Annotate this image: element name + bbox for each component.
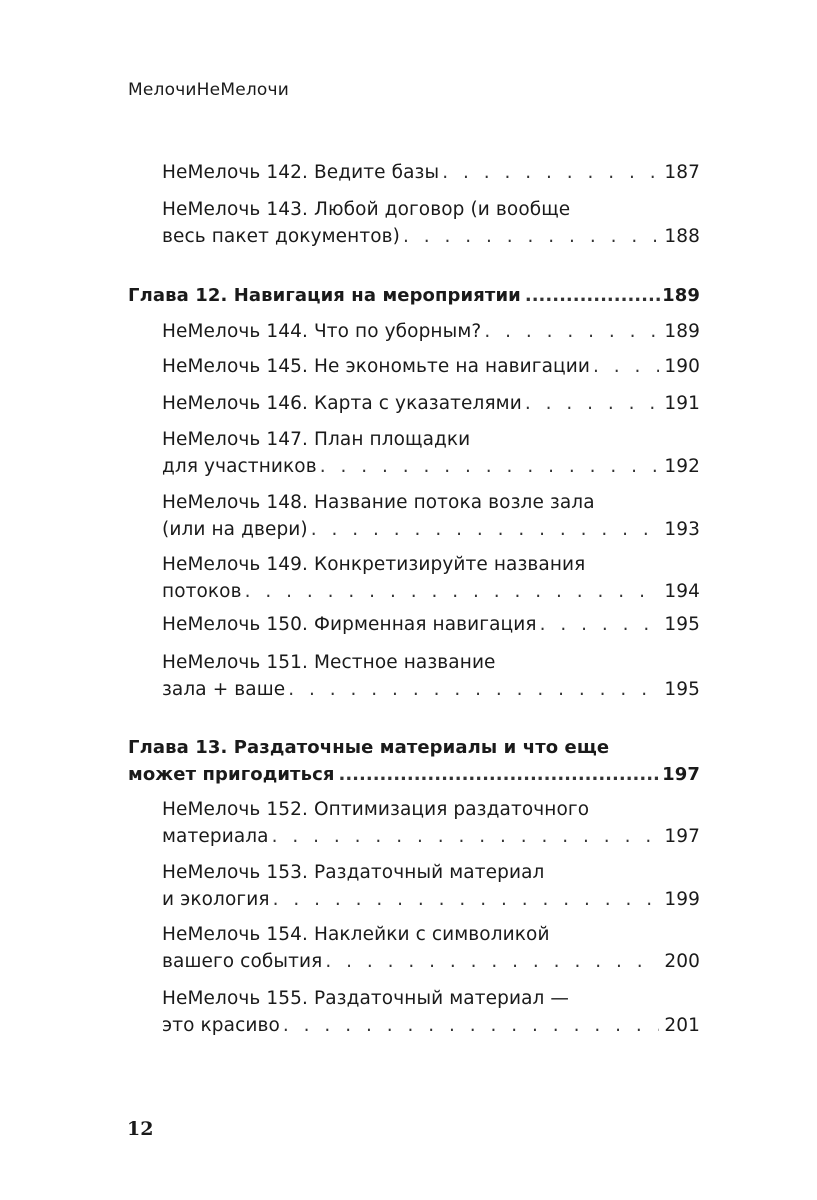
dot-leader	[403, 224, 659, 250]
toc-line	[128, 735, 700, 761]
toc-page-number: 193	[664, 519, 700, 540]
toc-entry-title: НеМелочь 153. Раздаточный материал	[162, 862, 545, 883]
dot-leader	[442, 160, 659, 186]
toc-page-number: 187	[664, 162, 700, 183]
running-header: МелочиНеМелочи	[128, 80, 290, 100]
toc-line	[162, 391, 700, 417]
toc-line	[162, 517, 700, 543]
toc-page-number: 192	[664, 456, 700, 477]
toc-page-number: 191	[664, 393, 700, 414]
toc-line	[162, 922, 700, 948]
toc-entry-title: НеМелочь 143. Любой договор (и вообще	[162, 199, 571, 220]
dot-leader	[311, 517, 660, 543]
toc-line	[162, 949, 700, 975]
toc-line	[162, 160, 700, 186]
toc-entry-title: НеМелочь 152. Оптимизация раздаточного	[162, 799, 590, 820]
toc-page-number: 189	[664, 321, 700, 342]
toc-line	[162, 1013, 700, 1039]
toc-line	[162, 197, 700, 223]
toc-page-number: 195	[664, 679, 700, 700]
toc-page-number: 200	[664, 951, 700, 972]
toc-entry-title: НеМелочь 142. Ведите базы	[162, 162, 440, 183]
toc-entry-title: и экология	[162, 889, 270, 910]
toc-line	[162, 860, 700, 886]
toc-entry-title: вашего события	[162, 951, 323, 972]
toc-entry-title: (или на двери)	[162, 519, 308, 540]
toc-entry-title: НеМелочь 148. Название потока возле зала	[162, 492, 595, 513]
toc-entry-title: материала	[162, 826, 269, 847]
dot-leader	[540, 612, 660, 638]
toc-entry-title: может пригодиться	[128, 764, 335, 785]
page-number: 12	[127, 1118, 154, 1140]
toc-line	[162, 490, 700, 516]
toc-line	[162, 319, 700, 345]
toc-line	[162, 552, 700, 578]
toc-page-number: 189	[662, 285, 700, 306]
toc-line	[162, 986, 700, 1012]
toc-page-number: 197	[662, 764, 700, 785]
dot-leader	[525, 283, 660, 309]
toc-line	[162, 579, 700, 605]
toc-entry-title: НеМелочь 150. Фирменная навигация	[162, 614, 537, 635]
toc-page-number: 201	[664, 1015, 700, 1036]
toc-line	[162, 887, 700, 913]
toc-entry-title: весь пакет документов)	[162, 226, 400, 247]
toc-page-number: 197	[664, 826, 700, 847]
dot-leader	[273, 887, 660, 913]
toc-line	[162, 454, 700, 480]
toc-entry-title: НеМелочь 149. Конкретизируйте названия	[162, 554, 586, 575]
toc-entry-title: Глава 13. Раздаточные материалы и что еще	[128, 737, 610, 758]
toc-page-number: 195	[664, 614, 700, 635]
dot-leader	[525, 391, 660, 417]
dot-leader	[325, 949, 659, 975]
dot-leader	[339, 762, 661, 788]
toc-entry-title: НеМелочь 154. Наклейки с символикой	[162, 924, 550, 945]
toc-entry-title: НеМелочь 145. Не экономьте на навигации	[162, 356, 590, 377]
toc-line	[162, 224, 700, 250]
toc-line	[128, 283, 700, 309]
toc-line	[162, 612, 700, 638]
toc-page-number: 188	[664, 226, 700, 247]
dot-leader	[245, 579, 660, 605]
toc-page-number: 199	[664, 889, 700, 910]
dot-leader	[484, 319, 659, 345]
toc-page-number: 194	[664, 581, 700, 602]
toc-entry-title: НеМелочь 146. Карта с указателями	[162, 393, 522, 414]
dot-leader	[288, 677, 659, 703]
toc-line	[128, 762, 700, 788]
toc-line	[162, 650, 700, 676]
dot-leader	[593, 354, 659, 380]
toc-line	[162, 797, 700, 823]
dot-leader	[283, 1013, 659, 1039]
dot-leader	[320, 454, 660, 480]
toc-entry-title: потоков	[162, 581, 242, 602]
toc-entry-title: это красиво	[162, 1015, 280, 1036]
dot-leader	[272, 824, 660, 850]
toc-entry-title: зала + ваше	[162, 679, 286, 700]
toc-line	[162, 354, 700, 380]
toc-page-number: 190	[664, 356, 700, 377]
toc-entry-title: НеМелочь 155. Раздаточный материал —	[162, 988, 570, 1009]
toc-entry-title: НеМелочь 144. Что по уборным?	[162, 321, 482, 342]
toc-entry-title: НеМелочь 147. План площадки	[162, 429, 471, 450]
toc-entry-title: для участников	[162, 456, 317, 477]
toc-line	[162, 427, 700, 453]
toc-entry-title: Глава 12. Навигация на мероприятии	[128, 285, 521, 306]
toc-line	[162, 824, 700, 850]
toc-entry-title: НеМелочь 151. Местное название	[162, 652, 496, 673]
toc-line	[162, 677, 700, 703]
